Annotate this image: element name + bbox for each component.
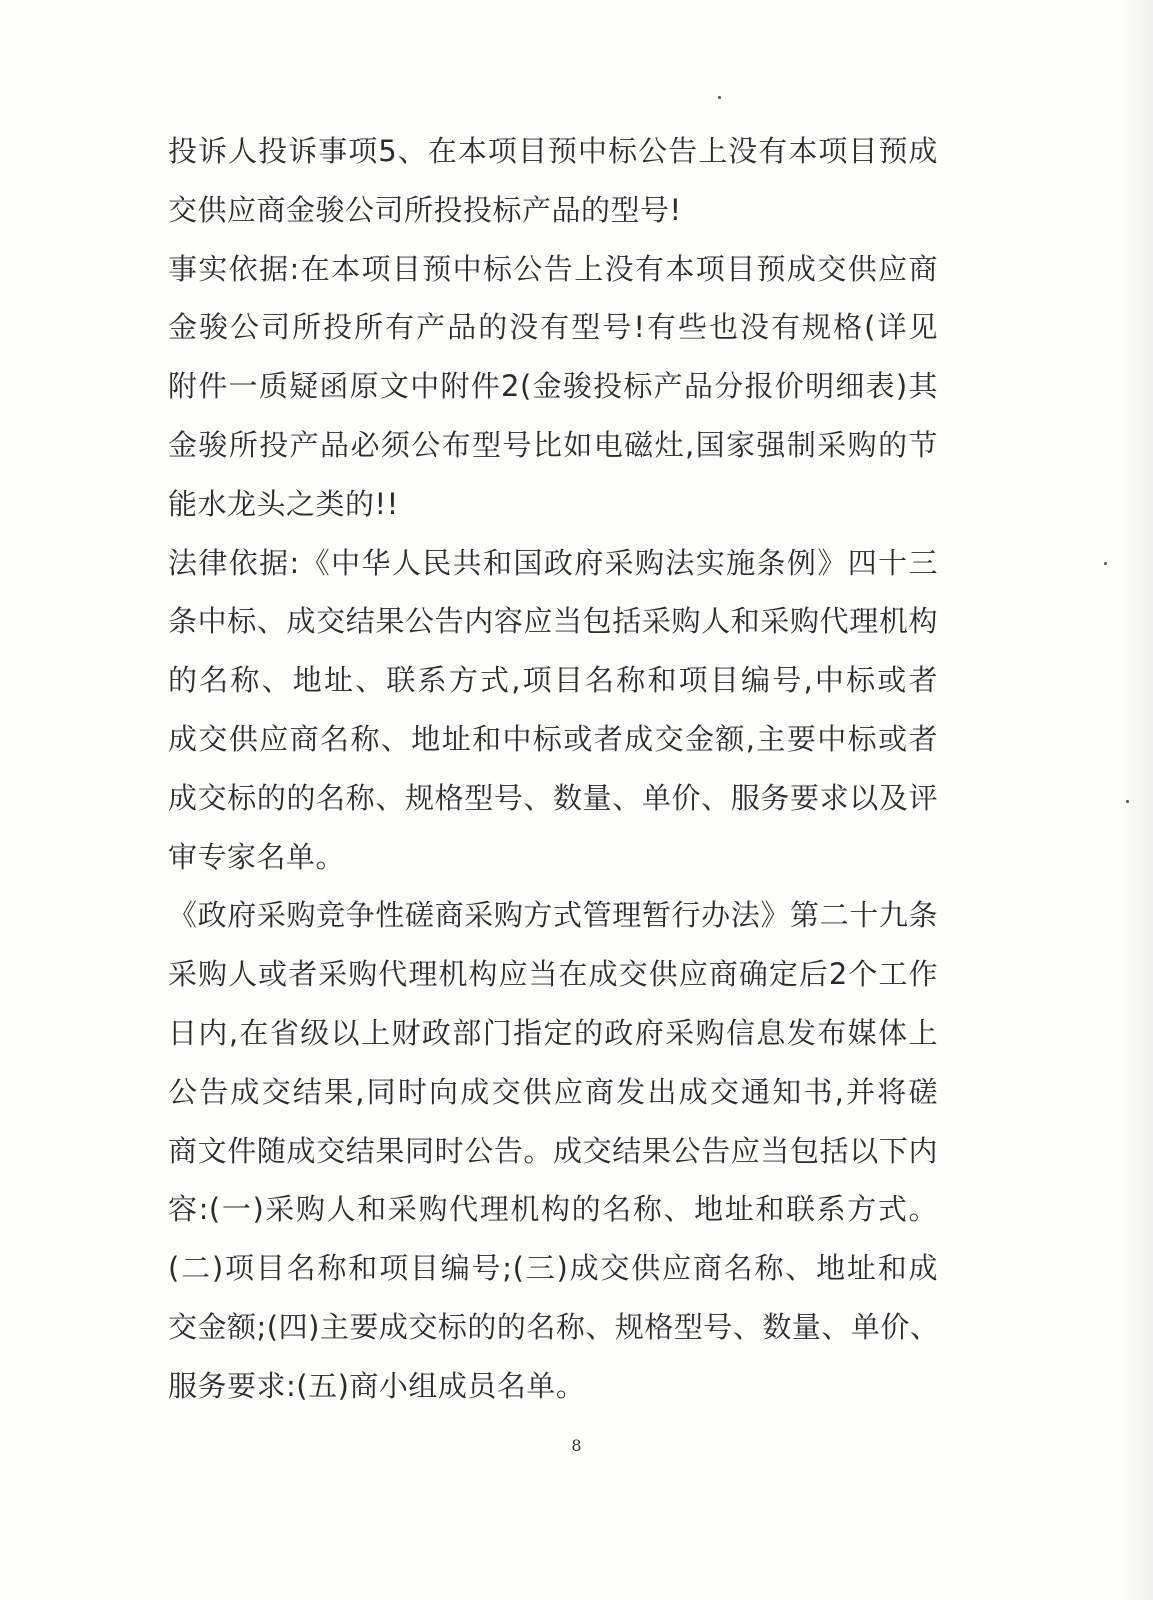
scan-speck — [1104, 562, 1107, 565]
text-line: 日内,在省级以上财政部门指定的政府采购信息发布媒体上 — [168, 1015, 938, 1050]
text-line: 成交供应商名称、地址和中标或者成交金额,主要中标或者 — [168, 721, 938, 756]
text-line: 商文件随成交结果同时公告。成交结果公告应当包括以下内 — [168, 1133, 938, 1168]
text-line: 服务要求:(五)商小组成员名单。 — [168, 1368, 586, 1403]
page-number: 8 — [571, 1436, 582, 1455]
text-line: 事实依据:在本项目预中标公告上没有本项目预成交供应商 — [168, 251, 938, 286]
scan-speck — [718, 96, 721, 99]
text-line: 金骏所投产品必须公布型号比如电磁灶,国家强制采购的节 — [168, 427, 938, 462]
text-line: 交供应商金骏公司所投投标产品的型号! — [168, 192, 682, 227]
text-line: 附件一质疑函原文中附件2(金骏投标产品分报价明细表)其 — [168, 369, 938, 404]
text-line: 采购人或者采购代理机构应当在成交供应商确定后2个工作 — [168, 957, 938, 992]
text-line: 金骏公司所投所有产品的没有型号!有些也没有规格(详见 — [168, 310, 938, 345]
text-line: 能水龙头之类的!! — [168, 486, 399, 521]
text-line: 条中标、成交结果公告内容应当包括采购人和采购代理机构 — [168, 604, 938, 639]
text-line: 成交标的的名称、规格型号、数量、单价、服务要求以及评 — [168, 780, 938, 815]
text-line: 审专家名单。 — [168, 839, 346, 874]
text-line: 法律依据:《中华人民共和国政府采购法实施条例》四十三 — [168, 545, 938, 580]
text-line: 的名称、地址、联系方式,项目名称和项目编号,中标或者 — [168, 663, 938, 698]
text-line: 投诉人投诉事项5、在本项目预中标公告上没有本项目预成 — [168, 134, 938, 168]
body-text — [168, 122, 938, 1416]
text-line: (二)项目名称和项目编号;(三)成交供应商名称、地址和成 — [168, 1251, 938, 1286]
text-line: 交金额;(四)主要成交标的的名称、规格型号、数量、单价、 — [168, 1309, 940, 1344]
scan-speck — [1126, 800, 1129, 803]
text-line: 容:(一)采购人和采购代理机构的名称、地址和联系方式。 — [168, 1192, 938, 1227]
text-line: 《政府采购竞争性磋商采购方式管理暂行办法》第二十九条 — [168, 898, 938, 933]
text-line: 公告成交结果,同时向成交供应商发出成交通知书,并将磋 — [168, 1074, 938, 1109]
